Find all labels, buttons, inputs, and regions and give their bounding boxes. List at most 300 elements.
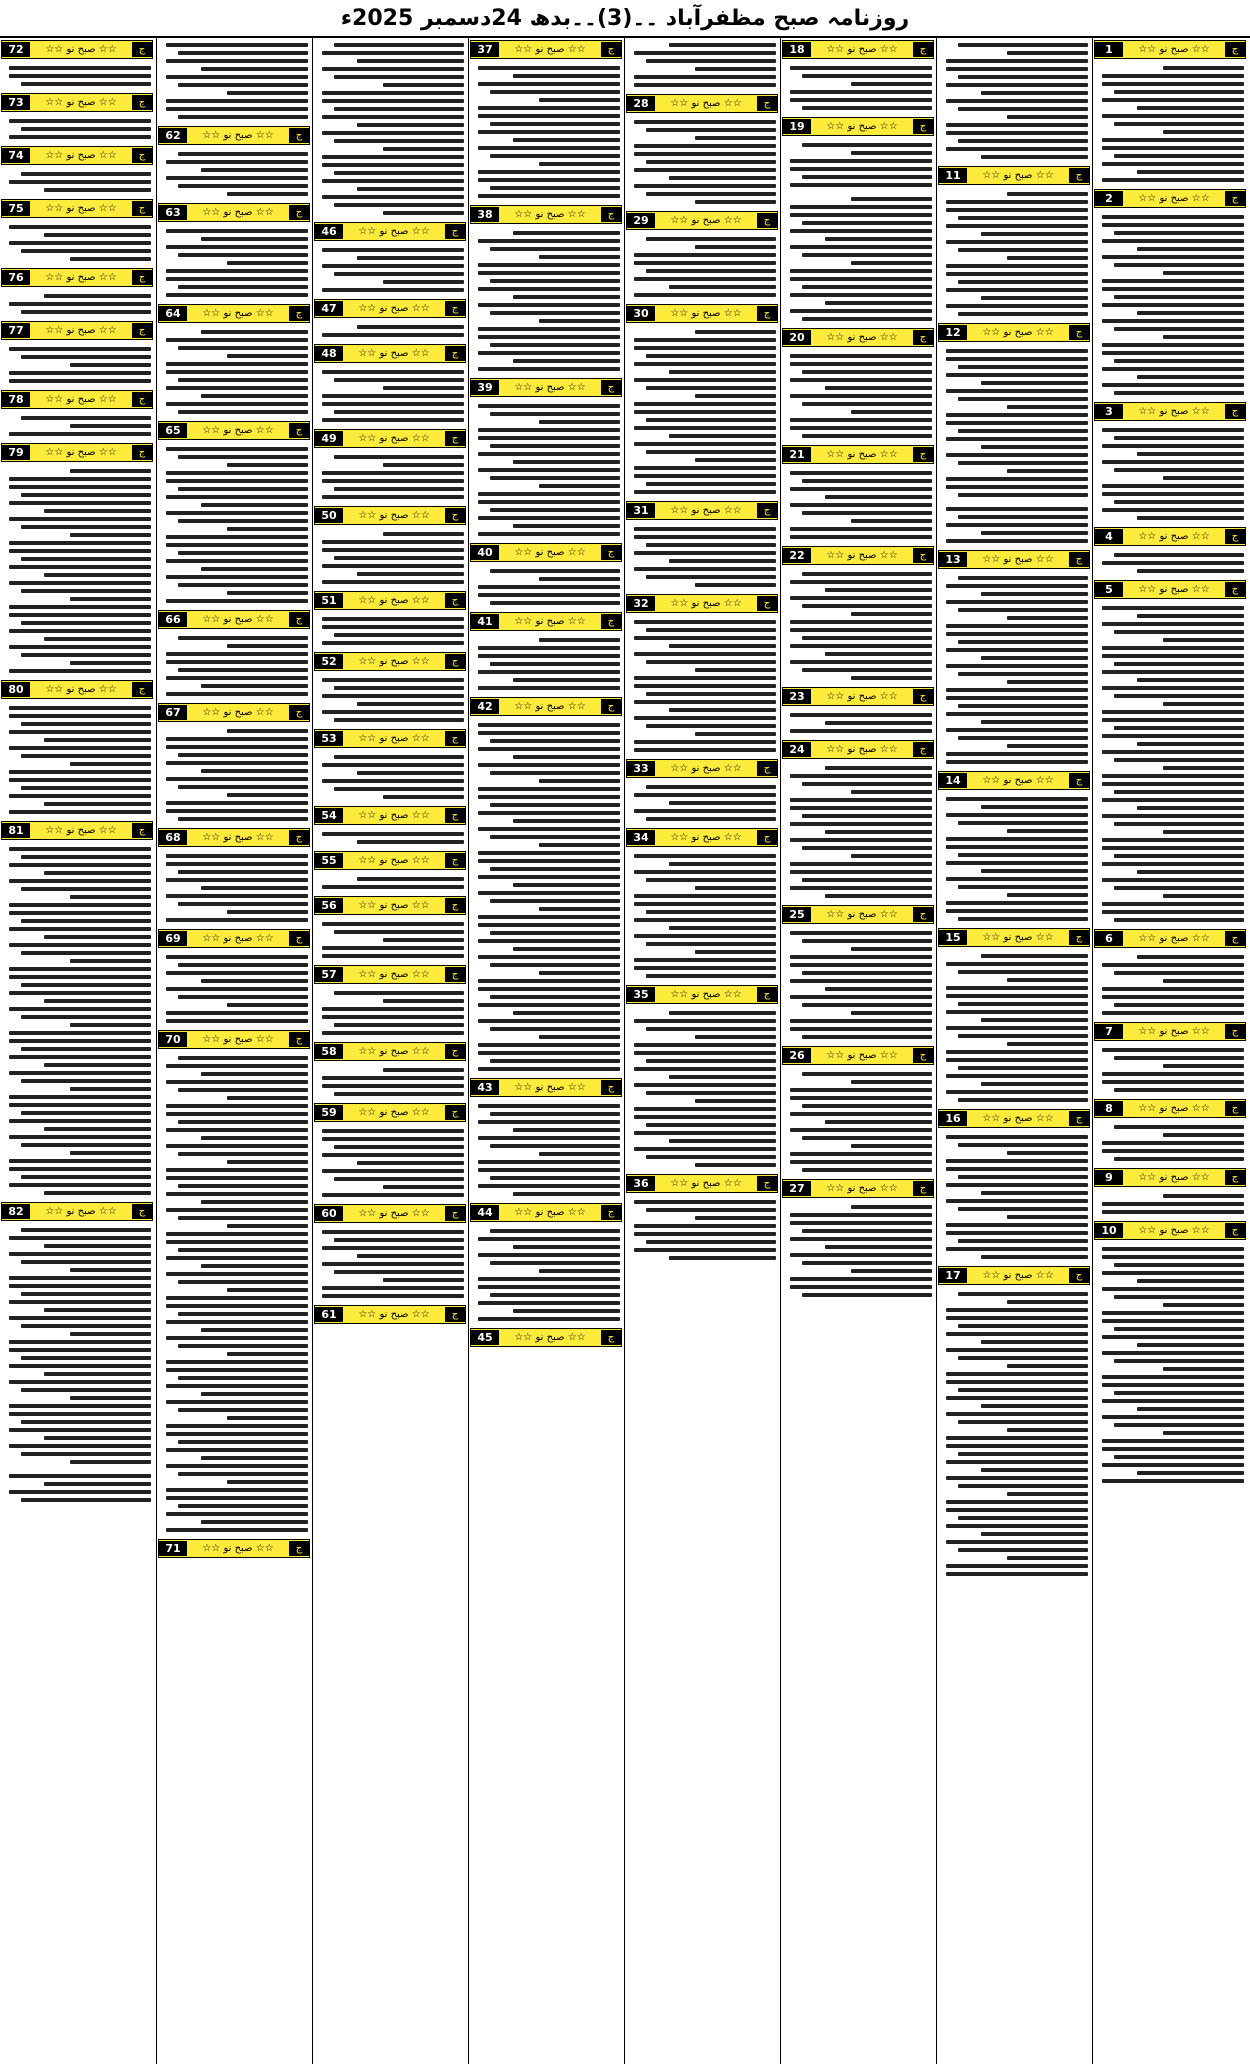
ad-number-tag (938, 1109, 1090, 1128)
ad-tag-label: ☆☆ صبح نو ☆☆ (670, 832, 742, 843)
text-line (634, 426, 776, 430)
text-line (322, 922, 464, 926)
text-line (166, 745, 308, 749)
ad-number-tag (158, 929, 310, 948)
text-line (1102, 1287, 1244, 1291)
text-line (802, 782, 932, 786)
text-line (478, 923, 620, 927)
text-line (478, 1301, 620, 1305)
text-line (851, 151, 932, 155)
text-line (958, 1452, 1088, 1456)
text-line (1114, 154, 1244, 158)
text-line (802, 1168, 932, 1172)
ad-text-block (0, 61, 154, 91)
ad-number: 46 (315, 224, 343, 239)
text-line (1007, 978, 1088, 982)
text-line (166, 894, 308, 898)
text-line (322, 763, 464, 767)
text-line (539, 162, 620, 166)
text-line (946, 272, 1088, 276)
text-line (646, 785, 776, 789)
ad-number-tag (1, 199, 153, 218)
text-line (1102, 995, 1244, 999)
text-line (946, 389, 1088, 393)
text-line (634, 1043, 776, 1047)
text-line (166, 878, 308, 882)
text-line (634, 168, 776, 172)
ad-text-block (469, 633, 623, 695)
text-line (70, 1087, 151, 1091)
text-line (227, 910, 308, 914)
text-line (981, 381, 1088, 385)
text-line (802, 74, 932, 78)
text-line (1007, 1492, 1088, 1496)
text-line (21, 855, 151, 859)
badge-icon: ج (132, 1204, 152, 1219)
ad-text-block (1093, 423, 1247, 525)
text-line (1114, 1327, 1244, 1331)
text-line (646, 1155, 776, 1159)
text-line (490, 1293, 620, 1297)
badge-icon: ج (1069, 1111, 1089, 1126)
text-line (166, 1128, 308, 1132)
text-line (9, 225, 151, 229)
text-line (695, 583, 776, 587)
text-line (383, 532, 464, 536)
text-line (166, 1011, 308, 1015)
ad-text-block (0, 464, 154, 678)
ad-number-tag (314, 591, 466, 610)
text-line (851, 947, 932, 951)
ad-number-tag (938, 771, 1090, 790)
text-line (946, 696, 1088, 700)
badge-icon: ج (289, 306, 309, 321)
text-line (166, 535, 308, 539)
classified-columns (0, 38, 1250, 2064)
text-line (166, 1192, 308, 1196)
text-line (646, 192, 776, 196)
text-line (322, 418, 464, 422)
text-line (851, 1080, 932, 1084)
text-line (1137, 614, 1244, 618)
text-line (958, 1484, 1088, 1488)
badge-icon: ج (132, 95, 152, 110)
ad-text-block (157, 224, 311, 302)
text-line (178, 1056, 308, 1060)
text-line (478, 1285, 620, 1289)
ad-text-block (781, 349, 935, 443)
text-line (790, 1128, 932, 1132)
badge-icon: ج (1069, 552, 1089, 567)
ad-tag-label: ☆☆ صبح نو ☆☆ (358, 969, 430, 980)
text-line (946, 200, 1088, 204)
ad-number-tag (626, 985, 778, 1004)
text-line (958, 1292, 1088, 1296)
text-line (1102, 987, 1244, 991)
ad-number: 73 (2, 95, 30, 110)
ad-tag-label: ☆☆ صبح نو ☆☆ (358, 303, 430, 314)
ad-number: 63 (159, 205, 187, 220)
text-line (1102, 814, 1244, 818)
text-line (478, 763, 620, 767)
text-line (490, 1176, 620, 1180)
ad-tag-label: ☆☆ صبح نو ☆☆ (514, 1207, 586, 1218)
text-line (981, 1082, 1088, 1086)
text-line (1163, 702, 1244, 706)
ad-text-block (469, 61, 623, 203)
ad-number-tag (470, 1203, 622, 1222)
ad-number-tag (938, 166, 1090, 185)
text-line (1102, 838, 1244, 842)
text-line (958, 280, 1088, 284)
text-line (646, 1208, 776, 1212)
text-line (802, 434, 932, 438)
text-line (166, 987, 308, 991)
text-line (478, 500, 620, 504)
text-line (178, 551, 308, 555)
text-line (9, 1340, 151, 1344)
text-line (802, 939, 932, 943)
ad-text-block (313, 750, 467, 804)
ad-number: 33 (627, 761, 655, 776)
badge-icon: ج (132, 682, 152, 697)
text-line (513, 883, 620, 887)
text-line (70, 1460, 151, 1464)
text-line (634, 652, 776, 656)
text-line (478, 670, 620, 674)
text-line (178, 51, 308, 55)
text-line (1114, 122, 1244, 126)
text-line (946, 813, 1088, 817)
badge-icon: ج (601, 614, 621, 629)
text-line (1102, 484, 1244, 488)
ad-text-block (157, 1560, 311, 1562)
text-line (669, 1075, 776, 1079)
text-line (946, 264, 1088, 268)
text-line (1163, 1064, 1244, 1068)
ad-tag-label: ☆☆ صبح نو ☆☆ (1138, 44, 1210, 55)
text-line (790, 183, 932, 187)
text-line (669, 434, 776, 438)
ad-text-block (625, 615, 779, 757)
ad-tag-label: ☆☆ صبح نو ☆☆ (514, 44, 586, 55)
text-line (478, 106, 620, 110)
ad-text-block (313, 827, 467, 849)
text-line (981, 720, 1088, 724)
ad-number: 77 (2, 323, 30, 338)
ad-number-tag (314, 344, 466, 363)
text-line (958, 821, 1088, 825)
text-line (634, 1248, 776, 1252)
ad-tag-label: ☆☆ صبح نو ☆☆ (358, 810, 430, 821)
text-line (383, 1068, 464, 1072)
text-line (634, 120, 776, 124)
text-line (790, 487, 932, 491)
ad-text-block (0, 342, 154, 388)
text-line (201, 769, 308, 773)
text-line (9, 241, 151, 245)
text-line (958, 970, 1088, 974)
text-line (383, 795, 464, 799)
text-line (201, 567, 308, 571)
text-line (70, 661, 151, 665)
ad-tag-label: ☆☆ صبح نو ☆☆ (670, 215, 742, 226)
ad-text-block (313, 917, 467, 963)
text-line (958, 493, 1088, 497)
text-line (513, 460, 620, 464)
ad-tag-label: ☆☆ صبح نو ☆☆ (826, 550, 898, 561)
badge-icon: ج (757, 306, 777, 321)
badge-icon: ج (601, 380, 621, 395)
text-line (490, 311, 620, 315)
text-line (802, 1293, 932, 1297)
ad-number-tag (314, 806, 466, 825)
ad-number-tag (782, 905, 934, 924)
text-line (634, 551, 776, 555)
text-line (946, 1476, 1088, 1480)
badge-icon: ج (913, 1181, 933, 1196)
text-line (9, 1490, 151, 1494)
ad-number-tag (1, 40, 153, 59)
ad-text-block (0, 167, 154, 197)
text-line (9, 549, 151, 553)
ad-tag-label: ☆☆ صبح نو ☆☆ (358, 900, 430, 911)
ad-number: 16 (939, 1111, 967, 1126)
text-line (1102, 1210, 1244, 1214)
text-line (958, 576, 1088, 580)
text-line (70, 424, 151, 428)
ad-text-block (469, 564, 623, 610)
text-line (958, 461, 1088, 465)
ad-tag-label: ☆☆ صبح نو ☆☆ (514, 616, 586, 627)
text-line (166, 1368, 308, 1372)
text-line (478, 516, 620, 520)
text-line (1102, 460, 1244, 464)
ad-tag-label: ☆☆ صبح نو ☆☆ (45, 272, 117, 283)
ad-tag-label: ☆☆ صبح نو ☆☆ (358, 510, 430, 521)
text-line (513, 359, 620, 363)
ad-number-tag (470, 697, 622, 716)
text-line (634, 894, 776, 898)
ad-number: 37 (471, 42, 499, 57)
text-line (1163, 1367, 1244, 1371)
ad-number-tag (1094, 189, 1246, 208)
text-line (1007, 829, 1088, 833)
text-line (166, 293, 308, 297)
text-line (1114, 295, 1244, 299)
text-line (178, 1120, 308, 1124)
text-line (539, 971, 620, 975)
ad-number: 57 (315, 967, 343, 982)
text-line (1007, 893, 1088, 897)
text-line (490, 835, 620, 839)
badge-icon: ج (289, 1541, 309, 1556)
text-line (634, 854, 776, 858)
text-line (334, 43, 464, 47)
text-line (1114, 553, 1244, 557)
text-line (539, 98, 620, 102)
text-line (44, 1372, 151, 1376)
ad-text-block (313, 365, 467, 427)
text-line (166, 1296, 308, 1300)
text-line (178, 455, 308, 459)
ad-text-block (313, 872, 467, 894)
text-line (9, 347, 151, 351)
text-line (490, 90, 620, 94)
ad-tag-label: ☆☆ صبح نو ☆☆ (982, 775, 1054, 786)
text-line (790, 229, 932, 233)
column-c3 (624, 38, 779, 2064)
ad-tag-label: ☆☆ صبح نو ☆☆ (202, 1543, 274, 1554)
ad-text-block (0, 842, 154, 1200)
text-line (9, 613, 151, 617)
text-line (334, 378, 464, 382)
text-line (1007, 680, 1088, 684)
text-line (44, 188, 151, 192)
text-line (946, 1524, 1088, 1528)
text-line (178, 83, 308, 87)
text-line (166, 1512, 308, 1516)
ad-text-block (313, 612, 467, 650)
text-line (1163, 271, 1244, 275)
text-line (322, 1084, 464, 1088)
text-line (1102, 239, 1244, 243)
ad-tag-label: ☆☆ صبح نو ☆☆ (358, 1208, 430, 1219)
text-line (9, 66, 151, 70)
text-line (802, 106, 932, 110)
text-line (9, 1404, 151, 1408)
text-line (478, 731, 620, 735)
text-line (21, 1452, 151, 1456)
ad-number: 72 (2, 42, 30, 57)
text-line (1102, 1202, 1244, 1206)
ad-tag-label: ☆☆ صبح نو ☆☆ (670, 989, 742, 1000)
text-line (9, 1135, 151, 1139)
ad-number-tag (626, 1174, 778, 1193)
ad-number-tag (1094, 580, 1246, 599)
text-line (478, 1237, 620, 1241)
text-line (790, 269, 932, 273)
text-line (178, 1088, 308, 1092)
text-line (334, 75, 464, 79)
text-line (9, 1007, 151, 1011)
text-line (322, 1294, 464, 1298)
text-line (9, 1236, 151, 1240)
text-line (790, 66, 932, 70)
text-line (70, 895, 151, 899)
text-line (334, 107, 464, 111)
text-line (478, 327, 620, 331)
text-line (478, 194, 620, 198)
text-line (646, 354, 776, 358)
text-line (166, 971, 308, 975)
ad-tag-label: ☆☆ صبح نو ☆☆ (514, 382, 586, 393)
text-line (490, 186, 620, 190)
ad-number: 10 (1095, 1223, 1123, 1238)
ad-text-block (1093, 950, 1247, 1020)
ad-text-block (625, 232, 779, 302)
ad-tag-label: ☆☆ صبح نو ☆☆ (1138, 1172, 1210, 1183)
text-line (178, 963, 308, 967)
text-line (44, 1308, 151, 1312)
ad-text-block (937, 949, 1091, 1107)
text-line (1114, 1157, 1244, 1161)
text-line (669, 370, 776, 374)
text-line (981, 1340, 1088, 1344)
text-line (851, 410, 932, 414)
text-line (946, 760, 1088, 764)
text-line (851, 676, 932, 680)
text-line (1114, 886, 1244, 890)
ad-text-block (157, 631, 311, 701)
text-line (322, 1169, 464, 1173)
text-line (9, 119, 151, 123)
text-line (21, 621, 151, 625)
text-line (1007, 616, 1088, 620)
text-line (9, 1364, 151, 1368)
text-line (802, 1261, 932, 1265)
column-c6 (156, 38, 311, 2064)
text-line (478, 955, 620, 959)
ad-number-tag (314, 222, 466, 241)
text-line (646, 724, 776, 728)
text-line (946, 688, 1088, 692)
text-line (946, 1396, 1088, 1400)
text-line (178, 1440, 308, 1444)
text-line (322, 1007, 464, 1011)
text-line (1102, 444, 1244, 448)
text-line (322, 394, 464, 398)
text-line (958, 704, 1088, 708)
text-line (634, 253, 776, 257)
ad-number: 39 (471, 380, 499, 395)
text-line (802, 253, 932, 257)
text-line (490, 771, 620, 775)
text-line (166, 652, 308, 656)
badge-icon: ج (445, 967, 465, 982)
text-line (802, 221, 932, 225)
text-line (9, 371, 151, 375)
text-line (21, 1324, 151, 1328)
ad-tag-label: ☆☆ صبح نو ☆☆ (202, 1034, 274, 1045)
text-line (227, 729, 308, 733)
text-line (634, 740, 776, 744)
text-line (478, 891, 620, 895)
ad-text-block (1093, 1043, 1247, 1097)
text-line (478, 532, 620, 536)
text-line (634, 1019, 776, 1023)
text-line (825, 652, 932, 656)
text-line (490, 343, 620, 347)
text-line (851, 197, 932, 201)
text-line (322, 495, 464, 499)
ad-tag-label: ☆☆ صبح نو ☆☆ (982, 1113, 1054, 1124)
text-line (9, 135, 151, 139)
text-line (357, 325, 464, 329)
ad-number-tag (470, 1078, 622, 1097)
ad-tag-label: ☆☆ صبح نو ☆☆ (1138, 584, 1210, 595)
text-line (322, 1129, 464, 1133)
text-line (178, 1344, 308, 1348)
text-line (383, 83, 464, 87)
text-line (946, 1460, 1088, 1464)
ad-text-block (625, 1195, 779, 1265)
text-line (9, 485, 151, 489)
ad-number: 66 (159, 612, 187, 627)
text-line (227, 1352, 308, 1356)
text-line (634, 277, 776, 281)
text-line (539, 577, 620, 581)
